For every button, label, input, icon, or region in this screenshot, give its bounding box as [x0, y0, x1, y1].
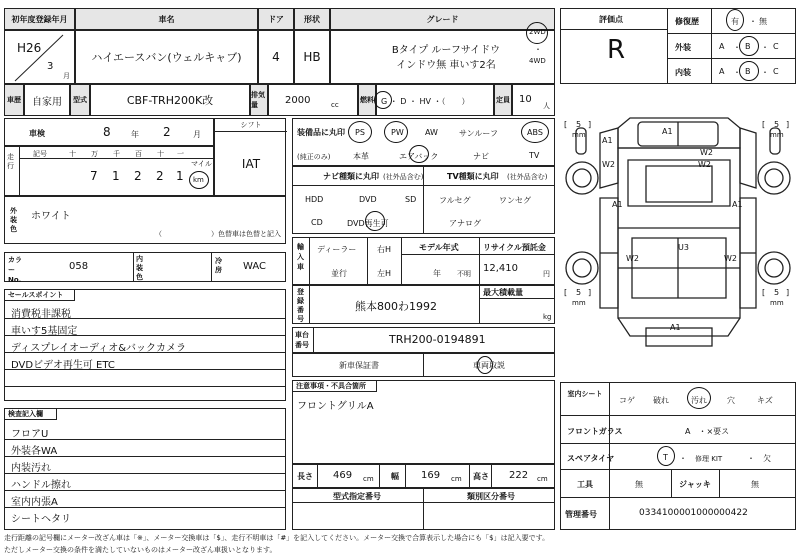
odo-digit-0: 7 — [90, 169, 98, 183]
displacement-cell — [268, 84, 358, 116]
inspector-item-3: ハンドル擦れ — [11, 480, 71, 491]
ext-b-circle — [739, 36, 759, 56]
chassis-cell — [292, 327, 555, 353]
jack-label: ジャッキ — [679, 480, 711, 489]
navi-title: ナビ種類に丸印 — [323, 172, 379, 181]
length-label: 長さ — [297, 472, 313, 481]
dmg-label-1: A1 — [602, 136, 613, 145]
sales-point-2: ディスプレイオーディオ&バックカメラ — [11, 343, 186, 354]
load-label: 最大積載量 — [483, 288, 523, 297]
score-value: R — [607, 35, 626, 65]
first-reg-label: 初年度登録年月 — [11, 14, 68, 24]
odo-mile-label: マイル — [191, 160, 212, 168]
int-b-circle — [739, 61, 759, 81]
navi-dvd: DVD — [359, 195, 377, 204]
inspection-month-unit: 月 — [193, 130, 201, 139]
int-b: B — [745, 67, 751, 76]
odo-unit-3: 百 — [135, 150, 142, 158]
repair-label: 修復歴 — [675, 17, 699, 26]
spare-kit: 修理 KIT — [695, 455, 723, 463]
ps-circle — [348, 121, 372, 143]
shape-header — [294, 8, 330, 30]
tire-fl-mm: mm — [572, 131, 586, 139]
height-cm: cm — [537, 475, 548, 483]
width-value: 169 — [421, 470, 441, 481]
dmg-label-8: W2 — [724, 254, 737, 263]
sales-point-3: DVDビデオ再生可 ETC — [11, 360, 115, 371]
chassis-value: TRH200-0194891 — [389, 333, 486, 346]
import-cell — [292, 237, 555, 285]
navi-tv-cell — [292, 166, 555, 234]
new-car-warranty: 新車保証書 — [339, 361, 379, 370]
tire-fl-depth: 5 — [576, 120, 582, 129]
color-no-label: カラーNo. — [8, 256, 22, 284]
mgmt-label: 管理番号 — [565, 510, 597, 519]
odo-digit-4: 1 — [176, 169, 184, 183]
exterior-color-value: ホワイト — [31, 211, 71, 222]
equip-ps: PS — [355, 128, 365, 137]
height-value: 222 — [509, 470, 529, 481]
person-unit: 人 — [543, 102, 550, 110]
recycle-value: 12,410 — [483, 263, 518, 274]
sales-point-0: 消費税非課税 — [11, 309, 71, 320]
navi-sd: SD — [405, 195, 417, 204]
model-value: CBF-TRH200K改 — [126, 94, 214, 107]
dvd-play-circle — [365, 211, 385, 231]
repair-yes-circle — [726, 9, 744, 31]
tire-rl-depth: 5 — [576, 288, 582, 297]
fuel-g-circle — [374, 91, 392, 109]
repair-yes: 有 — [731, 17, 739, 26]
seat-label: 室内シート — [567, 390, 603, 398]
model-year-unknown: 不明 — [457, 270, 471, 278]
capacity-label: 定員 — [496, 96, 510, 104]
equip-leather: 本革 — [353, 152, 369, 161]
spare-missing: 欠 — [763, 454, 771, 463]
condition-table — [560, 382, 796, 530]
odometer-symbol-label: 記号 — [33, 150, 47, 158]
int-sep1: ・ — [733, 68, 741, 77]
notes-cell — [292, 380, 555, 464]
navi-hdd: HDD — [305, 195, 324, 204]
notes-text: フロントグリルA — [297, 401, 374, 412]
spare-label: スペアタイヤ — [567, 454, 615, 463]
ext-label: 外装 — [675, 43, 691, 52]
length-cm: cm — [363, 475, 374, 483]
seat-scratch: キズ — [757, 396, 773, 405]
capacity-header — [494, 84, 512, 116]
first-reg-cell — [4, 30, 75, 84]
equipment-cell — [292, 118, 555, 166]
odo-unit-2: 千 — [113, 150, 120, 158]
category-value: 自家用 — [32, 96, 62, 108]
tire-fr-mm: mm — [770, 131, 784, 139]
height-label: 高さ — [473, 472, 489, 481]
dmg-label-6: U3 — [678, 243, 689, 252]
odo-unit-0: 十 — [69, 150, 76, 158]
shape-label: 形状 — [304, 14, 320, 24]
jack-value: 無 — [751, 480, 759, 489]
odo-digit-3: 2 — [156, 169, 164, 183]
capacity-value: 10 — [519, 94, 532, 105]
dimensions-cell — [292, 464, 555, 488]
registration-value: 熊本800わ1992 — [355, 300, 437, 313]
interior-color-label: 内装色 — [136, 255, 143, 281]
chassis-label: 車台番号 — [295, 331, 309, 349]
car-name-label: 車名 — [158, 14, 175, 24]
category-header — [4, 84, 24, 116]
door-cell — [258, 30, 294, 84]
inspector-item-2: 内装汚れ — [11, 463, 51, 474]
inspection-year: 8 — [103, 125, 111, 139]
grade-header — [330, 8, 555, 30]
odometer-label: 走行 — [7, 153, 14, 170]
model-header — [70, 84, 90, 116]
recycle-label: リサイクル預託金 — [483, 243, 546, 252]
door-header — [258, 8, 294, 30]
dmg-label-0: A1 — [662, 127, 673, 136]
inspection-cell — [4, 118, 214, 146]
car-name-value: ハイエースバン(ウェルキャブ) — [91, 51, 242, 64]
import-parallel: 並行 — [331, 269, 347, 278]
airbag-circle — [409, 145, 429, 163]
fuel-label: 燃料 — [360, 96, 374, 104]
seat-burn: コゲ — [619, 396, 635, 405]
model-year-unit: 年 — [433, 269, 441, 278]
ac-value: WAC — [243, 261, 266, 272]
dmg-label-4: A1 — [612, 200, 623, 209]
import-label: 輸入車 — [297, 243, 304, 271]
fuel-options: G ・ D ・ HV ・（ ） — [381, 97, 470, 106]
model-label: 型式 — [73, 96, 87, 104]
capacity-cell — [512, 84, 555, 116]
displacement-header — [250, 84, 268, 116]
ext-sep1: ・ — [733, 43, 741, 52]
kg-unit: kg — [543, 313, 552, 321]
import-right-h: 右H — [377, 245, 392, 254]
warranty-cell — [292, 353, 555, 377]
spare-t-circle — [657, 446, 675, 466]
dmg-label-2: W2 — [700, 148, 713, 157]
dmg-label-7: W2 — [626, 254, 639, 263]
pw-circle — [384, 121, 408, 143]
import-left-h: 左H — [377, 269, 392, 278]
int-sep2: ・ — [761, 68, 769, 77]
car-diagram: A1 A1 W2 W2 A1 A1 U3 W2 W2 A1 W2 [ 5 ] mm [ 5 ] mm [ 5 ] mm [ 5 ] mm — [560, 88, 796, 378]
inspector-title: 検査記入欄 — [5, 409, 57, 420]
color-no-cell — [4, 252, 286, 282]
registration-cell — [292, 285, 555, 324]
tv-oneseg: ワンセグ — [499, 196, 531, 205]
score-label: 評価点 — [599, 15, 623, 24]
navi-dvd-play: DVD再生可 — [347, 219, 389, 228]
inspector-item-0: フロアU — [11, 429, 49, 440]
model-cell — [90, 84, 250, 116]
grade-line1: Bタイプ ルーフサイドウ — [391, 45, 501, 56]
grade-label: グレード — [426, 14, 459, 24]
dmg-label-3: W2 — [602, 160, 615, 169]
ext-a: A — [719, 42, 725, 51]
first-reg-header — [4, 8, 75, 30]
door-value: 4 — [272, 50, 280, 64]
odo-km: km — [193, 176, 204, 184]
displacement-label: 排気量 — [251, 91, 265, 109]
dmg-label-10: W2 — [698, 160, 711, 169]
recycle-unit: 円 — [543, 270, 550, 278]
sales-points-title: セールスポイント — [5, 290, 75, 301]
inspector-item-4: 室内内張A — [11, 497, 58, 508]
ac-label: 冷房 — [215, 257, 222, 274]
certs-cell — [292, 488, 555, 530]
tv-fullseg: フルセグ — [439, 196, 471, 205]
odo-digit-2: 2 — [134, 169, 142, 183]
equip-abs: ABS — [527, 128, 543, 137]
glass-options: A ・×要ス — [685, 427, 730, 436]
footer-line2: ただしメーター交換の条件を満たしていないものはメーター改ざん車扱いとなります。 — [4, 546, 277, 554]
spare-sep1: ・ — [679, 454, 687, 463]
equip-tv: TV — [529, 151, 540, 160]
displacement-value: 2000 — [285, 95, 311, 106]
odo-digit-1: 1 — [112, 169, 120, 183]
tools-label: 工具 — [577, 480, 593, 489]
footer-line1: 走行距離の記号欄にメーター改ざん車は「※」、メーター交換車は「$」、走行不明車は「#」を記入してください。メーター交換で合算表示した場合にも「$」は記入要です。 — [4, 534, 550, 542]
shift-cell — [214, 118, 286, 196]
tools-value: 無 — [635, 480, 643, 489]
tv-title: TV種類に丸印 — [447, 172, 499, 181]
tire-fr-depth: 5 — [774, 120, 780, 129]
car-name-cell — [75, 30, 258, 84]
ext-b: B — [745, 42, 751, 51]
inspection-month: 2 — [163, 125, 171, 139]
drive-4wd: 4WD — [529, 57, 546, 65]
exterior-color-note: （ ）色替車は色替と記入 — [155, 230, 281, 238]
sales-point-1: 車いす5基固定 — [11, 326, 78, 337]
class-cert-label: 類別区分番号 — [467, 492, 515, 501]
shift-label: シフト — [240, 121, 262, 129]
category-label: 車歴 — [7, 95, 21, 104]
sales-points-box — [4, 289, 286, 401]
odo-unit-1: 万 — [91, 150, 98, 158]
dmg-label-5: A1 — [732, 200, 743, 209]
width-cm: cm — [451, 475, 462, 483]
grade-line2: インドウ無 車いす2名 — [396, 60, 496, 71]
glass-label: フロントガラス — [567, 427, 623, 436]
fuel-cell — [376, 84, 494, 116]
category-cell — [24, 84, 70, 116]
grade-panel — [560, 8, 796, 84]
model-year-label: モデル年式 — [419, 243, 459, 252]
tire-rl-mm: mm — [572, 299, 586, 307]
equip-airbag: エアバック — [399, 152, 439, 161]
ext-sep2: ・ — [761, 43, 769, 52]
navi-sub: (社外品含む) — [383, 173, 424, 181]
width-label: 幅 — [391, 472, 399, 481]
color-no-value: 058 — [69, 261, 89, 272]
equip-aw: AW — [425, 128, 438, 137]
registration-label: 登録番号 — [297, 288, 304, 323]
equipment-title: 装備品に丸印 — [297, 128, 345, 137]
repair-sep: ・ — [749, 17, 757, 26]
odo-unit-4: 十 — [157, 150, 164, 158]
tire-rr-mm: mm — [770, 299, 784, 307]
manual-circle — [477, 356, 493, 374]
spare-sep2: ・ — [747, 454, 755, 463]
odometer-cell — [4, 146, 214, 196]
ext-c: C — [773, 42, 779, 51]
repair-no: 無 — [759, 17, 767, 26]
type-cert-label: 型式指定番号 — [333, 492, 381, 501]
first-reg-era: H26 — [17, 41, 42, 55]
drive-2wd: 2WD — [529, 28, 546, 36]
abs-circle — [521, 121, 549, 143]
grade-cell: Bタイプ ルーフサイドウ インドウ無 車いす2名 2WD ・ 4WD — [330, 30, 555, 84]
spare-t: T — [663, 453, 668, 462]
shape-cell — [294, 30, 330, 84]
car-outline — [560, 88, 796, 378]
int-c: C — [773, 67, 779, 76]
tv-analog: アナログ — [449, 219, 481, 228]
mgmt-value: 0334100001000000422 — [639, 508, 748, 518]
int-a: A — [719, 67, 725, 76]
equip-navi: ナビ — [473, 152, 489, 161]
shift-value: IAT — [241, 157, 261, 171]
tire-rr-depth: 5 — [774, 288, 780, 297]
dmg-label-9: A1 — [670, 323, 681, 332]
equip-pw: PW — [391, 128, 404, 137]
odo-unit-5: 一 — [177, 150, 184, 158]
month-unit: 月 — [63, 72, 70, 80]
inspection-year-unit: 年 — [131, 130, 139, 139]
car-name-header — [75, 8, 258, 30]
first-reg-month: 3 — [47, 61, 54, 72]
notes-title: 注意事項・不具合箇所 — [293, 381, 377, 392]
navi-cd: CD — [311, 218, 323, 227]
inspection-label: 車検 — [29, 129, 45, 138]
exterior-color-cell — [4, 196, 286, 244]
seat-stain: 汚れ — [691, 396, 707, 405]
inspector-item-1: 外装各WA — [11, 446, 58, 457]
seat-tear: 破れ — [653, 396, 669, 405]
equip-sunroof: サンルーフ — [459, 129, 498, 138]
import-dealer: ディーラー — [317, 245, 357, 254]
equipment-subtitle: (純正のみ) — [297, 153, 331, 161]
shape-value: HB — [303, 50, 321, 64]
tv-sub: (社外品含む) — [507, 173, 548, 181]
exterior-color-label: 外装色 — [10, 207, 17, 233]
inspector-box — [4, 408, 286, 530]
vehicle-manual: 車両取説 — [473, 361, 505, 370]
seat-stain-circle — [687, 387, 711, 409]
cc-unit: cc — [331, 101, 339, 109]
door-label: ドア — [268, 14, 284, 24]
inspector-item-5: シートヘタリ — [11, 514, 71, 525]
seat-hole: 穴 — [727, 396, 735, 405]
length-value: 469 — [333, 470, 353, 481]
int-label: 内装 — [675, 68, 691, 77]
